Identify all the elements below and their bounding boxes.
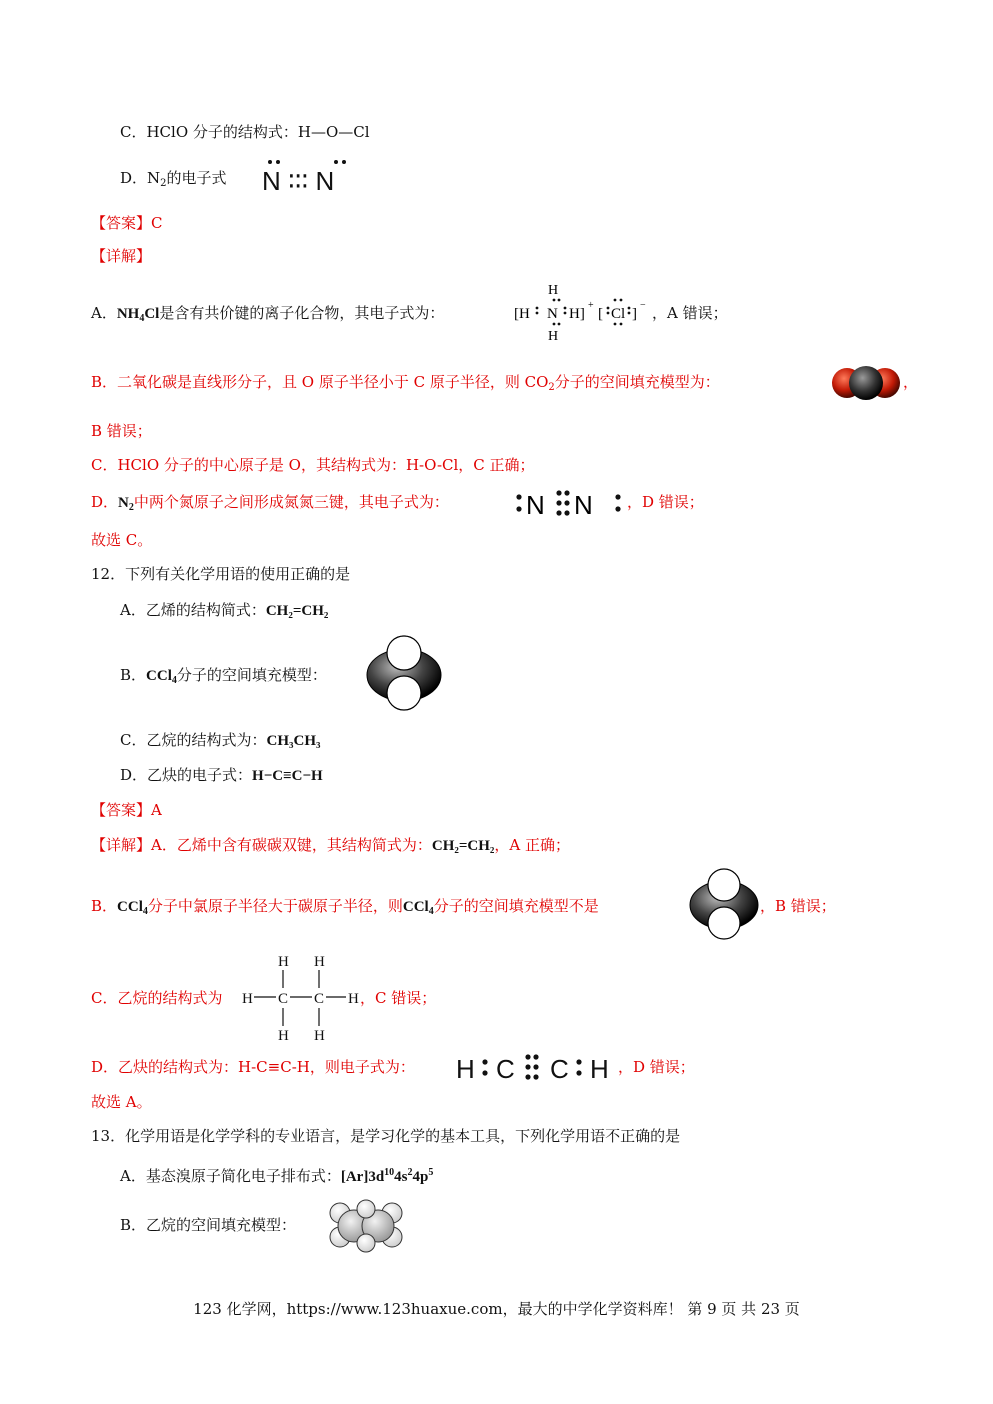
q11-detail-a-tail: ，A 错误； xyxy=(652,304,728,322)
q11-detail-a xyxy=(91,303,444,329)
nh4cl-electron-formula xyxy=(510,282,670,344)
svg-text:H]: H] xyxy=(569,306,585,322)
q12-option-d-text: D．乙炔的电子式： xyxy=(120,766,253,784)
4s: 4s xyxy=(394,1169,408,1185)
svg-text:N: N xyxy=(526,490,545,520)
svg-text:C: C xyxy=(550,1054,569,1084)
ethane-structural-formula xyxy=(240,952,370,1044)
q11-answer xyxy=(91,213,163,233)
q11-detail-d xyxy=(91,492,449,518)
q12-answer xyxy=(91,800,162,820)
q12-detail-c-tail: ，C 错误； xyxy=(360,989,437,1007)
q12-detail-b-tail: ，B 错误； xyxy=(760,897,836,915)
q12-detail-b-formula xyxy=(117,899,148,915)
svg-text:H: H xyxy=(278,1028,289,1044)
svg-text:C: C xyxy=(278,991,289,1007)
4p: 4p xyxy=(412,1169,429,1185)
q11-option-d-suffix: 的电子式 xyxy=(166,169,227,187)
q12-option-a xyxy=(120,600,328,621)
q12-detail-a-text: A．乙烯中含有碳碳双键，其结构简式为： xyxy=(151,836,432,854)
svg-text:−: − xyxy=(640,300,646,311)
svg-text:N: N xyxy=(547,306,558,322)
q11-option-d-sub: 2 xyxy=(160,178,167,189)
svg-text:[: [ xyxy=(598,306,603,322)
ccl-text-2: CCl xyxy=(117,899,143,915)
svg-text:H: H xyxy=(548,329,559,344)
page-footer: 123 化学网，https://www.123huaxue.com，最大的中学化学资料库！ 第 9 页 共 23 页 xyxy=(193,1300,800,1318)
sup-2: 2 xyxy=(407,1167,413,1178)
q12-option-a-text: A．乙烯的结构简式： xyxy=(120,601,266,619)
q11-detail-c: C．HClO 分子的中心原子是 O，其结构式为：H-O-Cl，C 正确； xyxy=(91,456,535,474)
q11-detail-a-prefix: A． xyxy=(91,304,117,322)
svg-text:]: ] xyxy=(632,306,637,322)
svg-text:H: H xyxy=(548,283,559,298)
sup-10: 10 xyxy=(384,1167,395,1178)
q11-n2-electron-formula: N ∶∶∶ N xyxy=(262,166,335,196)
q12-option-d-formula: H−C≡C−H xyxy=(252,768,323,784)
nh-sub: 4 xyxy=(139,313,145,324)
q11-detail-d-text: 中两个氮原子之间形成氮氮三键，其电子式为： xyxy=(133,493,449,511)
ccl4-sub-2: 4 xyxy=(142,906,148,917)
q11-detail-b-text1: B．二氧化碳是直线形分子，且 O 原子半径小于 C 原子半径，则 CO xyxy=(91,373,549,391)
ar-3d: [Ar]3d xyxy=(340,1169,385,1185)
q13-stem: 13．化学用语是化学学科的专业语言，是学习化学的基本工具，下列化学用语不正确的是 xyxy=(91,1127,681,1145)
svg-text:H: H xyxy=(314,1028,325,1044)
q12-conclusion: 故选 A。 xyxy=(91,1093,152,1111)
ccl4-model-detail-b xyxy=(688,868,760,940)
q13-option-b-text: B．乙烷的空间填充模型： xyxy=(120,1216,297,1234)
q12-option-c-formula: CH₃CH₃ xyxy=(266,733,321,749)
q11-detail-a-formula xyxy=(117,306,160,322)
q12-detail-b xyxy=(91,896,599,922)
q11-option-d-prefix: D．N xyxy=(120,169,161,187)
svg-text:[H: [H xyxy=(514,306,530,322)
svg-text:+: + xyxy=(588,300,594,311)
ccl-text: CCl xyxy=(146,668,172,684)
cl-text: Cl xyxy=(144,306,160,322)
q11-answer-value: C xyxy=(151,214,163,232)
ccl-text-3: CCl xyxy=(402,899,429,915)
ccl4-sub-3: 4 xyxy=(428,906,434,917)
q12-option-c xyxy=(120,730,320,751)
q12-detail-b-prefix: B． xyxy=(91,897,118,915)
q11-option-c: C．HClO 分子的结构式：H—O—Cl xyxy=(120,123,370,141)
q12-option-c-text: C．乙烷的结构式为： xyxy=(120,731,267,749)
q12-detail-a xyxy=(91,835,570,856)
q12-detail-b-text: 分子中氯原子半径大于碳原子半径，则 xyxy=(147,897,403,915)
q12-detail-a-tail: ，A 正确； xyxy=(494,836,571,854)
svg-text:C: C xyxy=(496,1054,515,1084)
q12-detail-c-text: C．乙烷的结构式为 xyxy=(91,989,223,1007)
ccl4-sub: 4 xyxy=(171,675,177,686)
q12-option-a-formula: CH₂=CH₂ xyxy=(265,603,329,619)
svg-text:H: H xyxy=(314,954,325,970)
q12-option-d xyxy=(120,765,323,786)
q11-conclusion: 故选 C。 xyxy=(91,531,153,549)
q11-option-d xyxy=(120,168,227,194)
q11-detail-b-text2: 分子的空间填充模型为： xyxy=(554,373,720,391)
q11-detail-d-prefix: D． xyxy=(91,493,119,511)
q12-detail-d-text: D．乙炔的结构式为：H-C≡C-H，则电子式为： xyxy=(91,1058,415,1076)
q11-n2-dots xyxy=(262,158,362,168)
q11-detail-b-comma: ， xyxy=(903,373,919,391)
q13-option-a-text: A．基态溴原子简化电子排布式： xyxy=(120,1167,341,1185)
n2-sub: 2 xyxy=(128,502,134,513)
q12-detail-a-formula: CH₂=CH₂ xyxy=(431,838,495,854)
q13-option-a-formula xyxy=(341,1169,434,1185)
q12-answer-value: A xyxy=(151,801,162,819)
q12-detail-b-formula2 xyxy=(403,899,434,915)
ccl4-model-option-b xyxy=(365,637,445,713)
svg-text:C: C xyxy=(314,991,325,1007)
n-text: N xyxy=(118,495,129,511)
q13-option-a xyxy=(120,1163,433,1187)
svg-text:H: H xyxy=(348,991,359,1007)
svg-text:Cl: Cl xyxy=(611,306,626,322)
q12-option-b-text: 分子的空间填充模型： xyxy=(176,666,327,684)
q11-detail-b xyxy=(91,372,720,398)
q11-detail-d-formula xyxy=(118,495,134,511)
co2-space-filling-model xyxy=(830,364,910,404)
q12-detail-tag: 【详解】 xyxy=(91,836,152,854)
q12-stem: 12．下列有关化学用语的使用正确的是 xyxy=(91,565,351,583)
q11-detail-tag: 【详解】 xyxy=(91,247,152,265)
q12-option-b-prefix: B． xyxy=(120,666,147,684)
svg-text:H: H xyxy=(278,954,289,970)
q11-detail-b-line2: B 错误； xyxy=(91,422,152,440)
q11-answer-tag: 【答案】 xyxy=(91,214,152,232)
acetylene-electron-formula xyxy=(454,1050,624,1084)
q12-option-b-formula xyxy=(146,668,177,684)
svg-text:H: H xyxy=(456,1054,475,1084)
q11-detail-d-tail: ，D 错误； xyxy=(627,493,704,511)
q12-option-b xyxy=(120,665,327,691)
n2-electron-formula-dots xyxy=(512,486,640,520)
svg-text:H: H xyxy=(242,991,253,1007)
sup-5: 5 xyxy=(428,1167,434,1178)
q12-answer-tag: 【答案】 xyxy=(91,801,152,819)
q11-detail-a-text: 是含有共价键的离子化合物，其电子式为： xyxy=(159,304,445,322)
co2-sub: 2 xyxy=(548,382,555,393)
q12-detail-b-text2: 分子的空间填充模型不是 xyxy=(433,897,599,915)
svg-text:H: H xyxy=(590,1054,609,1084)
ethane-space-filling-model xyxy=(326,1199,406,1253)
nh-text: NH xyxy=(116,306,140,322)
svg-text:N: N xyxy=(574,490,593,520)
q12-detail-d-tail: ，D 错误； xyxy=(618,1058,695,1076)
